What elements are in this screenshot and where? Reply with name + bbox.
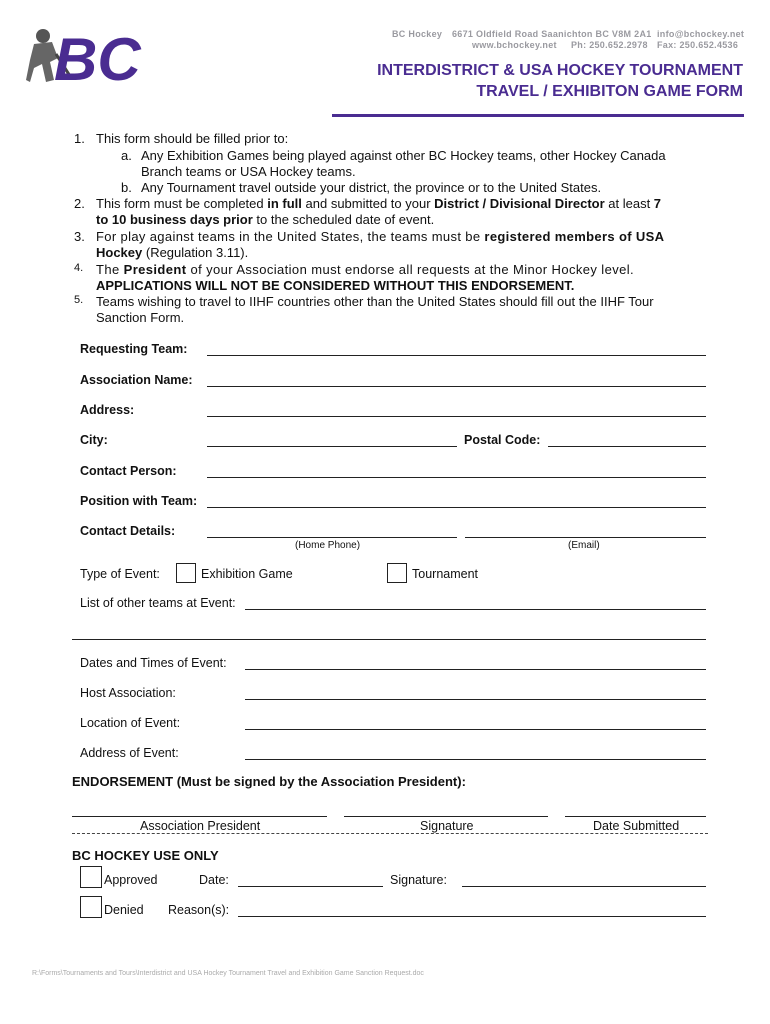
president-name-field[interactable] [72, 816, 327, 817]
position-label: Position with Team: [80, 494, 198, 508]
approval-signature-field[interactable] [462, 886, 706, 887]
reasons-label: Reason(s): [168, 903, 230, 917]
host-association-label: Host Association: [80, 686, 176, 700]
event-address-label: Address of Event: [80, 746, 179, 760]
office-use-heading: BC HOCKEY USE ONLY [72, 848, 219, 863]
email-field[interactable] [465, 537, 706, 538]
denied-label: Denied [104, 903, 144, 917]
instruction-5-line1: Teams wishing to travel to IIHF countries other than the United States should fill out the IIHF Tour [96, 294, 654, 309]
i3-a: For play against teams in the United States, the teams must be [96, 229, 485, 244]
email-caption: (Email) [568, 540, 600, 551]
instruction-2-line1 [96, 196, 661, 212]
requesting-team-field[interactable] [207, 355, 706, 356]
association-name-field[interactable] [207, 386, 706, 387]
contact-details-label: Contact Details: [80, 524, 176, 538]
home-phone-caption: (Home Phone) [295, 540, 361, 551]
i2-g: to 10 business days prior [96, 212, 253, 227]
i4-b: President [123, 262, 187, 277]
event-address-field[interactable] [245, 759, 706, 760]
i3-c: Hockey [96, 245, 143, 260]
form-title-line1: INTERDISTRICT & USA HOCKEY TOURNAMENT [377, 62, 743, 79]
exhibition-checkbox[interactable] [176, 563, 196, 583]
bc-hockey-logo [26, 24, 166, 88]
tournament-checkbox[interactable] [387, 563, 407, 583]
approval-signature-label: Signature: [390, 873, 447, 887]
approval-date-field[interactable] [238, 886, 383, 887]
president-caption: Association President [140, 819, 261, 833]
other-teams-label: List of other teams at Event: [80, 596, 236, 610]
item-number-1: 1. [74, 131, 85, 146]
instruction-4-line1 [96, 262, 634, 278]
instruction-3-line1 [96, 229, 664, 245]
i2-b: in full [267, 196, 302, 211]
contact-person-label: Contact Person: [80, 464, 177, 478]
tournament-label: Tournament [412, 567, 479, 581]
requesting-team-label: Requesting Team: [80, 342, 188, 356]
org-address: 6671 Oldfield Road Saanichton BC V8M 2A1 [452, 29, 652, 39]
i2-d: District / Divisional Director [434, 196, 605, 211]
i2-h: to the scheduled date of event. [252, 212, 435, 227]
denied-checkbox[interactable] [80, 896, 102, 918]
approved-checkbox[interactable] [80, 866, 102, 888]
location-label: Location of Event: [80, 716, 181, 730]
sub-item-a-marker: a. [121, 148, 132, 163]
other-teams-field[interactable] [245, 609, 706, 610]
date-submitted-caption: Date Submitted [593, 819, 680, 833]
i2-f: 7 [653, 196, 662, 211]
address-field[interactable] [207, 416, 706, 417]
approved-label: Approved [104, 873, 158, 887]
president-signature-field[interactable] [344, 816, 548, 817]
dates-label: Dates and Times of Event: [80, 656, 227, 670]
city-label: City: [80, 433, 108, 447]
date-submitted-field[interactable] [565, 816, 706, 817]
type-of-event-label: Type of Event: [80, 567, 160, 581]
position-field[interactable] [207, 507, 706, 508]
dates-field[interactable] [245, 669, 706, 670]
location-field[interactable] [245, 729, 706, 730]
host-association-field[interactable] [245, 699, 706, 700]
item-number-4: 4. [74, 262, 84, 274]
address-label: Address: [80, 403, 135, 417]
city-field[interactable] [207, 446, 457, 447]
header-rule [332, 114, 744, 117]
org-fax: Fax: 250.652.4536 [657, 40, 739, 50]
section-divider [72, 833, 708, 834]
instruction-4-line2: APPLICATIONS WILL NOT BE CONSIDERED WITHOUT THIS ENDORSEMENT. [96, 278, 575, 293]
postal-code-label: Postal Code: [464, 433, 541, 447]
reasons-field[interactable] [238, 916, 706, 917]
instruction-2-line2 [96, 212, 434, 228]
i3-b: registered members of USA [484, 229, 665, 244]
i2-e: at least [604, 196, 654, 211]
postal-code-field[interactable] [548, 446, 706, 447]
document-path-footer: R:\Forms\Tournaments and Tours\Interdistrict and USA Hockey Tournament Travel and Exhibition Game Sanction Request.doc [32, 970, 424, 977]
item-number-3: 3. [74, 229, 85, 244]
home-phone-field[interactable] [207, 537, 457, 538]
item-number-2: 2. [74, 196, 85, 211]
org-phone: Ph: 250.652.2978 [571, 40, 648, 50]
instruction-1: This form should be filled prior to: [96, 131, 289, 146]
sub-item-a-line2: Branch teams or USA Hockey teams. [141, 164, 356, 179]
endorsement-heading: ENDORSEMENT (Must be signed by the Association President): [72, 774, 466, 789]
form-title-line2: TRAVEL / EXHIBITON GAME FORM [476, 83, 743, 100]
exhibition-label: Exhibition Game [201, 567, 293, 581]
instruction-3-line2 [96, 245, 248, 261]
org-website[interactable]: www.bchockey.net [472, 40, 557, 50]
signature-caption: Signature [420, 819, 474, 833]
i2-c: and submitted to your [301, 196, 435, 211]
i2-a: This form must be completed [96, 196, 268, 211]
instruction-5-line2: Sanction Form. [96, 310, 185, 325]
association-name-label: Association Name: [80, 373, 193, 387]
org-name: BC Hockey [392, 29, 443, 39]
i4-c: of your Association must endorse all requests at the Minor Hockey level. [186, 262, 635, 277]
sub-item-b-marker: b. [121, 180, 132, 195]
org-email[interactable]: info@bchockey.net [657, 29, 745, 39]
sub-item-b-line1: Any Tournament travel outside your district, the province or to the United States. [141, 180, 602, 195]
i3-d: (Regulation 3.11). [142, 245, 249, 260]
contact-person-field[interactable] [207, 477, 706, 478]
i4-a: The [96, 262, 124, 277]
logo-lettering: BC [54, 26, 141, 88]
item-number-5: 5. [74, 294, 84, 306]
other-teams-field-continued[interactable] [72, 639, 706, 640]
approval-date-label: Date: [199, 873, 229, 887]
sub-item-a-line1: Any Exhibition Games being played against other BC Hockey teams, other Hockey Canada [141, 148, 666, 163]
